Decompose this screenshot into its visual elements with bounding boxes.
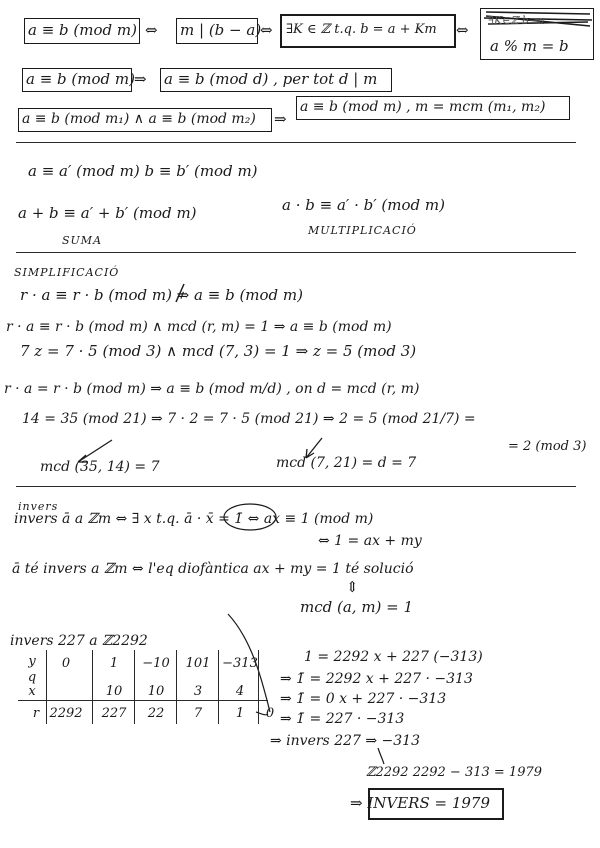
def-left: a ≡ b (mod m) (28, 21, 137, 39)
result-mod: ℤ2292 2292 − 313 = 1979 (366, 765, 543, 780)
coef-cell: 1 (109, 656, 119, 671)
arrow-3: ⇔ (456, 21, 469, 39)
product-label: MULTIPLICACIÓ (308, 224, 417, 237)
table-vline (258, 650, 259, 724)
remainder-cell: 2292 (49, 706, 83, 721)
divisor-arrow: ⇒ (134, 70, 147, 88)
remainder-cell: 22 (147, 706, 165, 721)
inverse-iff: ⇕ (346, 578, 359, 596)
quotient-cell: 10 (105, 684, 123, 699)
remainder-cell: 227 (101, 706, 127, 721)
arrow-2: ⇔ (260, 21, 273, 39)
table-vline (92, 650, 93, 724)
divisor-rule-left: a ≡ b (mod m) (26, 70, 135, 88)
table-vline (176, 650, 177, 724)
example-title: invers 227 a ℤ2292 (10, 633, 148, 649)
row-label-q: q (27, 670, 37, 685)
lcm-rule-right: a ≡ b (mod m) , m = mcm (m₁, m₂) (300, 99, 546, 115)
inverse-step: ⇒ 1̄ = 2292 x + 227 · −313 (280, 671, 473, 687)
inverse-gcd: mcd (a, m) = 1 (300, 598, 414, 616)
table-hline (18, 700, 268, 701)
gcd-note-2: mcd (7, 21) = d = 7 (276, 455, 417, 471)
inverse-step: ⇒ 1̄ = 227 · −313 (280, 711, 405, 727)
simplification-line-1: r · a ≡ r · b (mod m) ⇏ a ≡ b (mod m) (20, 286, 303, 304)
simplification-line-5: 14 = 35 (mod 21) ⇒ 7 · 2 = 7 · 5 (mod 21) ⇒ 2 = 5 (mod 21/7) = (22, 411, 476, 427)
inverse-exist: ā té invers a ℤm ⇔ l'eq diofàntica ax + my = 1 té solució (12, 561, 414, 577)
arrow-1: ⇔ (145, 21, 158, 39)
quotient-cell: 4 (235, 684, 245, 699)
inverse-step: ⇒ 1̄ = 0 x + 227 · −313 (280, 691, 447, 707)
table-vline (134, 650, 135, 724)
row-label-x: x (28, 684, 36, 699)
sum-label: SUMA (62, 234, 103, 247)
lcm-rule-left: a ≡ b (mod m₁) ∧ a ≡ b (mod m₂) (22, 111, 256, 127)
inverse-title: invers (18, 500, 59, 513)
row-label-r: r (32, 706, 40, 721)
sum-rule: a + b ≡ a′ + b′ (mod m) (18, 204, 197, 222)
modulo-expr: a % m = b (490, 37, 569, 55)
simplification-title: SIMPLIFICACIÓ (14, 266, 120, 279)
divisor-rule-right: a ≡ b (mod d) , per tot d | m (164, 70, 378, 88)
operations-given: a ≡ a′ (mod m) b ≡ b′ (mod m) (28, 162, 258, 180)
simplification-line-3: 7 z = 7 · 5 (mod 3) ∧ mcd (7, 3) = 1 ⇒ z = 5 (mod 3) (20, 342, 417, 360)
simplification-line-4: r · a = r · b (mod m) ⇒ a ≡ b (mod m/d) , on d = mcd (r, m) (4, 381, 420, 397)
inverse-def: invers ā a ℤm ⇔ ∃ x t.q. ā · x̄ = 1̄ ⇔ ax ≡ 1 (mod m) (14, 511, 374, 527)
coef-cell: −10 (142, 656, 170, 671)
divider-3 (16, 486, 576, 487)
final-result: ⇒ INVERS = 1979 (350, 794, 491, 812)
remainder-cell: 7 (193, 706, 203, 721)
row-label-y: y (28, 654, 36, 669)
inverse-step: 1 = 2292 x + 227 (−313) (304, 649, 483, 665)
coef-cell: 101 (185, 656, 211, 671)
quotient-cell: 3 (193, 684, 203, 699)
simplification-line-5-tail: = 2 (mod 3) (508, 439, 587, 454)
product-rule: a · b ≡ a′ · b′ (mod m) (282, 196, 445, 214)
curve-arrow-2 (378, 748, 384, 764)
remainder-cell: 1 (235, 706, 245, 721)
exists-expr: ∃K ∈ ℤ t.q. b = a + Km (286, 22, 437, 37)
quotient-cell: 10 (147, 684, 165, 699)
divides-expr: m | (b − a) (180, 21, 262, 39)
remainder-cell: 0 (265, 706, 275, 721)
divider-1 (16, 142, 576, 143)
inverse-step: ⇒ invers 227 ⇒ −313 (270, 733, 421, 749)
simplification-line-2: r · a ≡ r · b (mod m) ∧ mcd (r, m) = 1 ⇒ a ≡ b (mod m) (6, 319, 392, 335)
scribbled-text: ∃K∈ℤ b≡a (488, 14, 545, 27)
lcm-arrow: ⇒ (274, 110, 287, 128)
coef-cell: −313 (222, 656, 258, 671)
coef-cell: 0 (61, 656, 71, 671)
inverse-def-2: ⇔ 1 = ax + my (318, 533, 422, 549)
gcd-note-1: mcd (35, 14) = 7 (40, 459, 160, 475)
divider-2 (16, 252, 576, 253)
table-vline (46, 650, 47, 724)
table-vline (218, 650, 219, 724)
